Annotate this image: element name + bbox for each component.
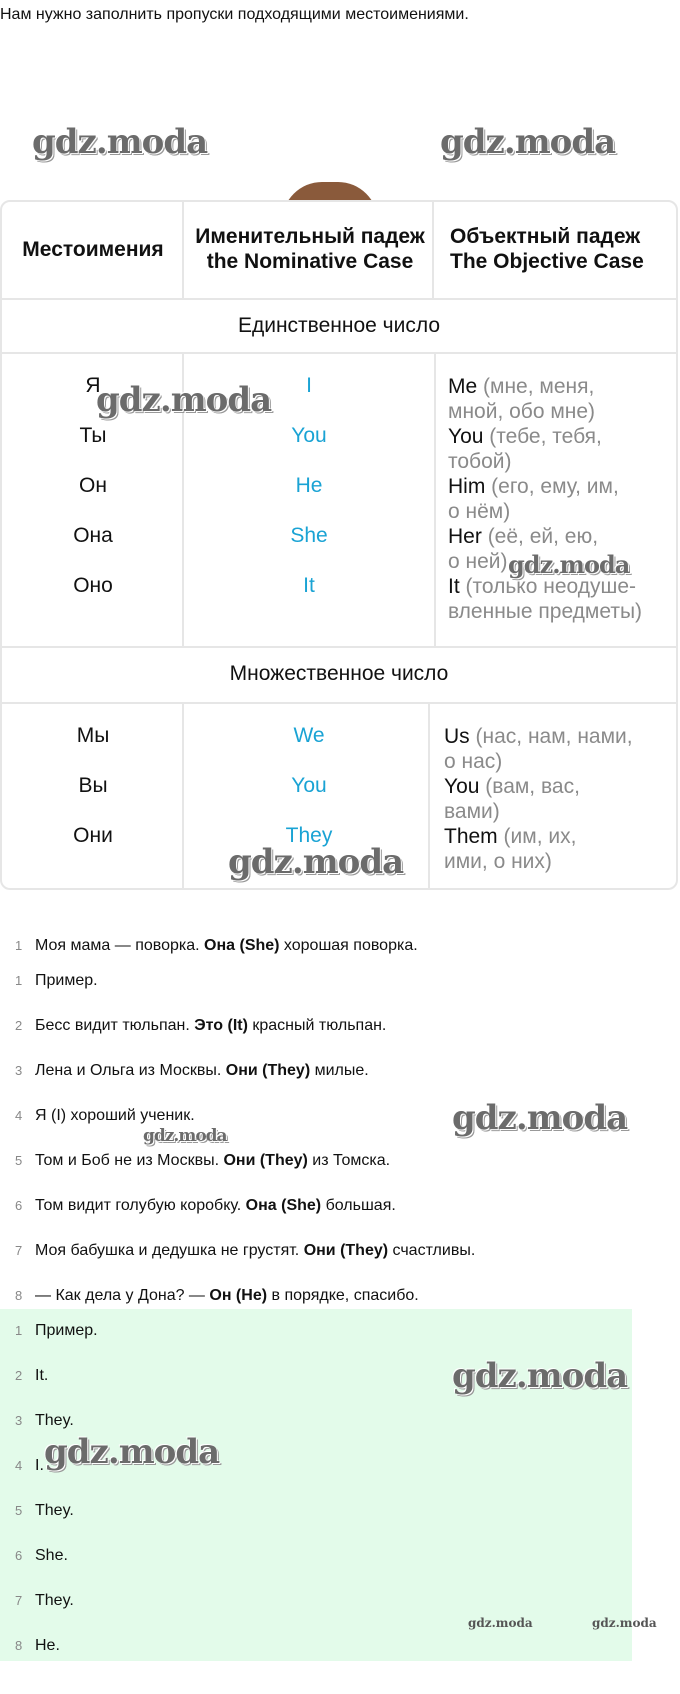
nominative-pronoun: You <box>291 774 327 797</box>
nominative-pronoun: He <box>295 474 323 497</box>
nominative-pronoun: It <box>303 574 315 597</box>
nominative-pronoun: We <box>293 724 325 747</box>
objective-pronoun: Him (его, ему, им, о нём) <box>448 475 619 523</box>
ru-pronoun: Мы <box>76 724 110 747</box>
watermark: gdz.moda <box>468 1616 533 1630</box>
watermark: gdz.moda <box>143 1126 227 1146</box>
ru-pronoun: Вы <box>78 774 108 797</box>
objective-pronoun: Me (мне, меня, мной, обо мне) <box>448 375 596 423</box>
intro-text: Нам нужно заполнить пропуски подходящими местоимениями. <box>0 6 469 23</box>
header-objective-en: The Objective Case <box>450 250 644 273</box>
header-nominative-en: the Nominative Case <box>206 250 414 273</box>
ru-pronoun: Ты <box>79 424 107 447</box>
plural-title: Множественное число <box>229 662 449 685</box>
ru-pronoun: Она <box>73 524 113 547</box>
watermark: gdz.moda <box>228 842 404 882</box>
singular-title: Единственное число <box>237 314 441 337</box>
watermark: gdz.moda <box>44 1432 220 1472</box>
nominative-pronoun: They <box>285 824 333 847</box>
header-objective-ru: Объектный падеж <box>450 225 641 248</box>
nominative-pronoun: She <box>290 524 328 547</box>
watermark: gdz.moda <box>440 122 616 162</box>
objective-pronoun: Her (её, ей, ею, о ней) <box>448 525 599 573</box>
ru-pronoun: Я <box>85 374 101 397</box>
nominative-pronoun: You <box>291 424 327 447</box>
watermark: gdz.moda <box>452 1098 628 1138</box>
objective-pronoun: You (вам, вас, вами) <box>444 775 580 823</box>
objective-pronoun: Them (им, их, ими, о них) <box>444 825 577 873</box>
watermark: gdz.moda <box>508 550 630 579</box>
objective-pronoun: It (только неодуше- вленные предметы) <box>448 575 643 623</box>
header-nominative <box>184 224 436 274</box>
watermark: gdz.moda <box>96 380 272 420</box>
header-objective <box>450 224 676 274</box>
watermark: gdz.moda <box>592 1616 657 1630</box>
pronoun-table <box>0 200 678 890</box>
header-nominative-ru: Именительный падеж <box>195 225 425 248</box>
ru-pronoun: Он <box>79 474 107 497</box>
objective-pronoun: Us (нас, нам, нами, о нас) <box>444 725 633 773</box>
ru-pronoun: Они <box>73 824 113 847</box>
header-pronouns: Местоимения <box>22 238 164 261</box>
objective-pronoun: You (тебе, тебя, тобой) <box>448 425 602 473</box>
ru-pronoun: Оно <box>73 574 113 597</box>
nominative-pronoun: I <box>306 374 312 397</box>
watermark: gdz.moda <box>452 1356 628 1396</box>
watermark: gdz.moda <box>32 122 208 162</box>
